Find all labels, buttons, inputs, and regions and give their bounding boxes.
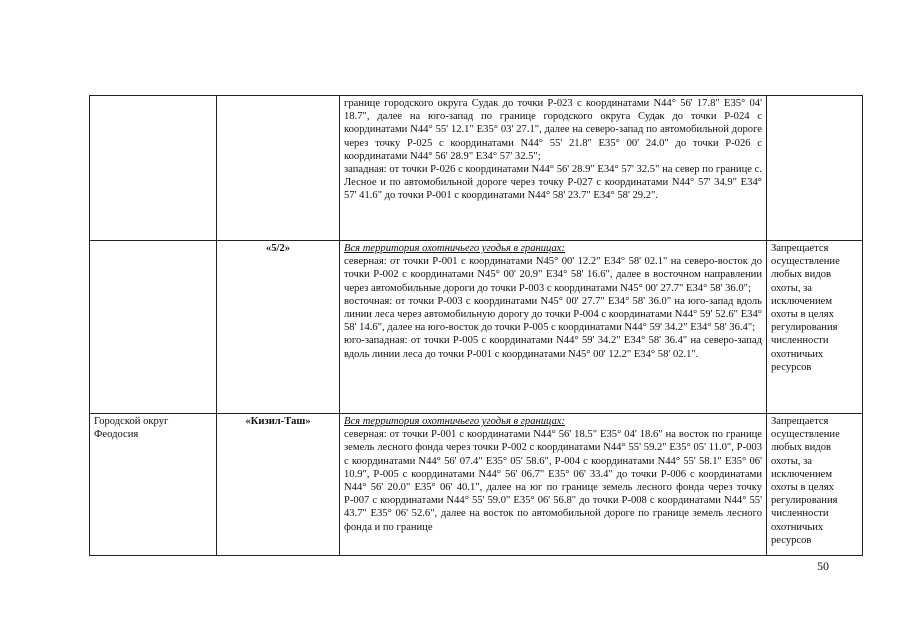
boundary-paragraph: западная: от точки Р-026 с координатами N44° 56' 28.9" E34° 57' 32.5" на север по границе с. Лесное и по автомобильной дороге через точку Р-027 с координатами N44° 57' 34.9" E34° 57' 41.6" до точки Р-001 с координатами N44° 58' 23.7" E34° 58' 29.2". <box>344 164 762 202</box>
boundary-heading: Вся территория охотничьего угодья в границах: <box>344 243 566 254</box>
district-cell <box>90 96 217 241</box>
table-row <box>90 241 863 414</box>
restriction-note-cell <box>767 96 863 241</box>
district-cell <box>90 241 217 414</box>
boundary-description-cell <box>340 241 767 414</box>
boundary-paragraph: границе городского округа Судак до точки Р-023 с координатами N44° 56' 17.8" E35° 04' 18.7", далее на юго-запад по границе городского округа Судак до точки Р-024 с координатами N44° 55' 12.1" E35° 03' 27.1", далее на северо-запад по автомобильной дороге через точку Р-025 с координатами N44° 55' 21.8" E35° 00' 24.0" до точки Р-026 с координатами N44° 56' 28.9" E34° 57' 32.5"; <box>344 98 762 162</box>
boundary-paragraph: юго-западная: от точки Р-005 с координатами N44° 59' 34.2" E34° 58' 36.4" на северо-запад вдоль линии леса до точки Р-001 с координатами N45° 00' 12.2" E34° 58' 02.1". <box>344 335 762 360</box>
boundary-paragraph: северная: от точки Р-001 с координатами N44° 56' 18.5" E35° 04' 18.6" на восток по границе земель лесного фонда через точки Р-002 с координатами N44° 55' 59.2" E35° 05' 11.0", Р-003 с координатами N44° 56' 07.4" E35° 05' 58.6", Р-004 с координатами N44° 55' 58.1" E35° 06' 10.9", Р-005 с координатами N44° 56' 06.7" E35° 06' 33.4" до точки Р-006 с координатами N44° 56' 20.0" E35° 06' 40.1", далее на юг по границе земель лесного фонда через точку Р-007 с координатами N44° 55' 59.0" E35° 06' 56.8" до точки Р-008 с координатами N44° 55' 43.7" E35° 06' 52.6", далее на восток по автомобильной дороге по границе земель лесного фонда и по границе <box>344 429 762 533</box>
area-name-cell <box>217 96 340 241</box>
restriction-note-cell: Запрещается осуществление любых видов охоты, за исключением охоты в целях регулирования численности охотничьих ресурсов <box>767 241 863 414</box>
boundary-description-cell <box>340 96 767 241</box>
table-row <box>90 414 863 556</box>
boundary-description-cell <box>340 414 767 556</box>
restriction-note-cell: Запрещается осуществление любых видов охоты, за исключением охоты в целях регулирования численности охотничьих ресурсов <box>767 414 863 556</box>
page-number: 50 <box>817 559 829 573</box>
district-cell: Городской округ Феодосия <box>90 414 217 556</box>
area-name-cell: «5/2» <box>217 241 340 414</box>
boundary-paragraph: восточная: от точки Р-003 с координатами N45° 00' 27.7" E34° 58' 36.0" на юго-запад вдоль линии леса через автомобильную дорогу до точки Р-004 с координатами N44° 59' 52.6" E34° 58' 14.6", далее на юго-восток до точки Р-005 с координатами N44° 59' 34.2" E34° 58' 36.4"; <box>344 295 762 334</box>
boundary-paragraph: северная: от точки Р-001 с координатами N45° 00' 12.2" E34° 58' 02.1" на северо-восток до точки Р-002 с координатами N45° 00' 20.9" E34° 58' 16.6", далее в восточном направлении через автомобильные дороги до точки Р-003 с координатами N45° 00' 27.7" E34° 58' 36.0"; <box>344 256 762 294</box>
boundary-heading: Вся территория охотничьего угодья в границах: <box>344 416 566 427</box>
area-name-cell: «Кизил-Таш» <box>217 414 340 556</box>
hunting-grounds-table <box>89 95 863 556</box>
table-row <box>90 96 863 241</box>
